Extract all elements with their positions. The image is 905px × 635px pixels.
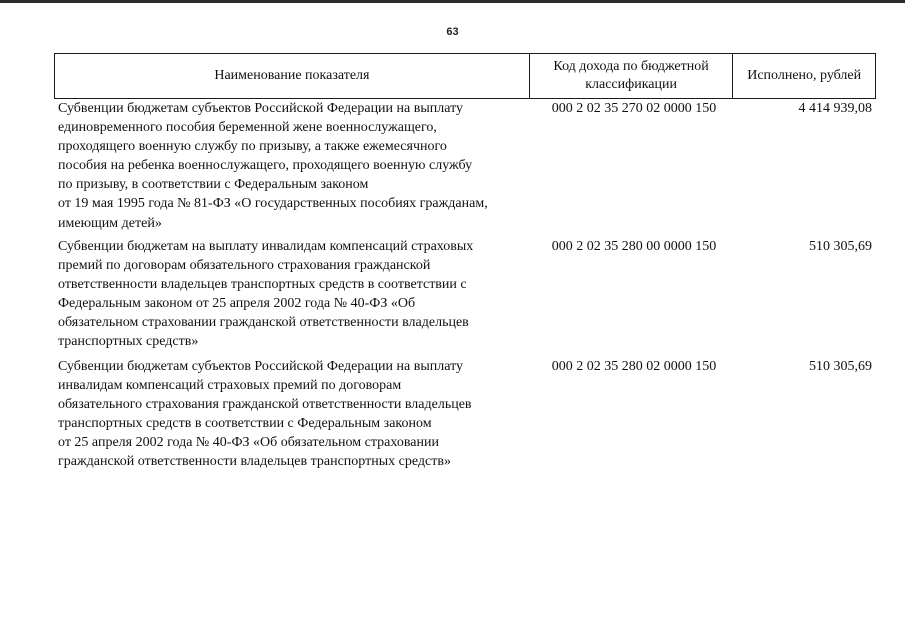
row-code: 000 2 02 35 280 00 0000 150 [551, 239, 717, 254]
row-name-line: гражданской ответственности владельцев транспортных средств» [58, 454, 451, 470]
table-row [54, 99, 876, 237]
row-name-line: Субвенции бюджетам субъектов Российской Федерации на выплату [58, 101, 464, 116]
row-name-line: Субвенции бюджетам субъектов Российской Федерации на выплату [58, 359, 464, 374]
top-rule [0, 0, 905, 3]
row-name-line: ответственности владельцев транспортных средств в соответствии с [58, 277, 467, 293]
row-name-line: Федеральным законом от 25 апреля 2002 года № 40-ФЗ «Об [58, 296, 416, 312]
row-name-line: обязательного страхования гражданской ответственности владельцев [58, 397, 472, 413]
row-name-line: обязательном страховании гражданской ответственности владельцев [58, 315, 469, 331]
row-name-line: от 19 мая 1995 года № 81-ФЗ «О государственных пособиях гражданам, [58, 196, 488, 212]
row-name-line: по призыву, в соответствии с Федеральным законом [58, 177, 369, 193]
row-name-line: имеющим детей» [58, 215, 162, 231]
header-amount: Исполнено, рублей [747, 68, 862, 83]
header-name: Наименование показателя [55, 54, 530, 98]
row-name-line: Субвенции бюджетам на выплату инвалидам компенсаций страховых [58, 239, 474, 254]
row-name [54, 237, 530, 357]
row-code: 000 2 02 35 280 02 0000 150 [551, 359, 717, 374]
row-name-line: премий по договорам обязательного страхования гражданской [58, 258, 431, 274]
page-number: 63 [446, 26, 459, 38]
table-row [54, 237, 876, 357]
row-name-line: единовременного пособия беременной жене военнослужащего, [58, 120, 437, 136]
row-name-line: пособия на ребенка военнослужащего, проходящего военную службу [58, 158, 473, 174]
row-name-line: от 25 апреля 2002 года № 40-ФЗ «Об обязательном страховании [58, 435, 439, 451]
row-amount: 4 414 939,08 [798, 101, 872, 116]
row-name-line: транспортных средств» [58, 334, 199, 350]
row-name-line: проходящего военную службу по призыву, а также ежемесячного [58, 139, 447, 155]
row-amount: 510 305,69 [809, 239, 872, 254]
table-header [54, 53, 876, 99]
table-row [54, 357, 876, 477]
revenue-table [54, 53, 876, 477]
row-name [54, 357, 530, 477]
row-name-line: транспортных средств в соответствии с Федеральным законом [58, 416, 432, 432]
row-code: 000 2 02 35 270 02 0000 150 [551, 101, 717, 116]
row-name [54, 99, 530, 237]
header-code: Код дохода по бюджетной классификации [530, 54, 734, 98]
row-name-line: инвалидам компенсаций страховых премий по договорам [58, 378, 402, 394]
row-amount: 510 305,69 [809, 359, 872, 374]
